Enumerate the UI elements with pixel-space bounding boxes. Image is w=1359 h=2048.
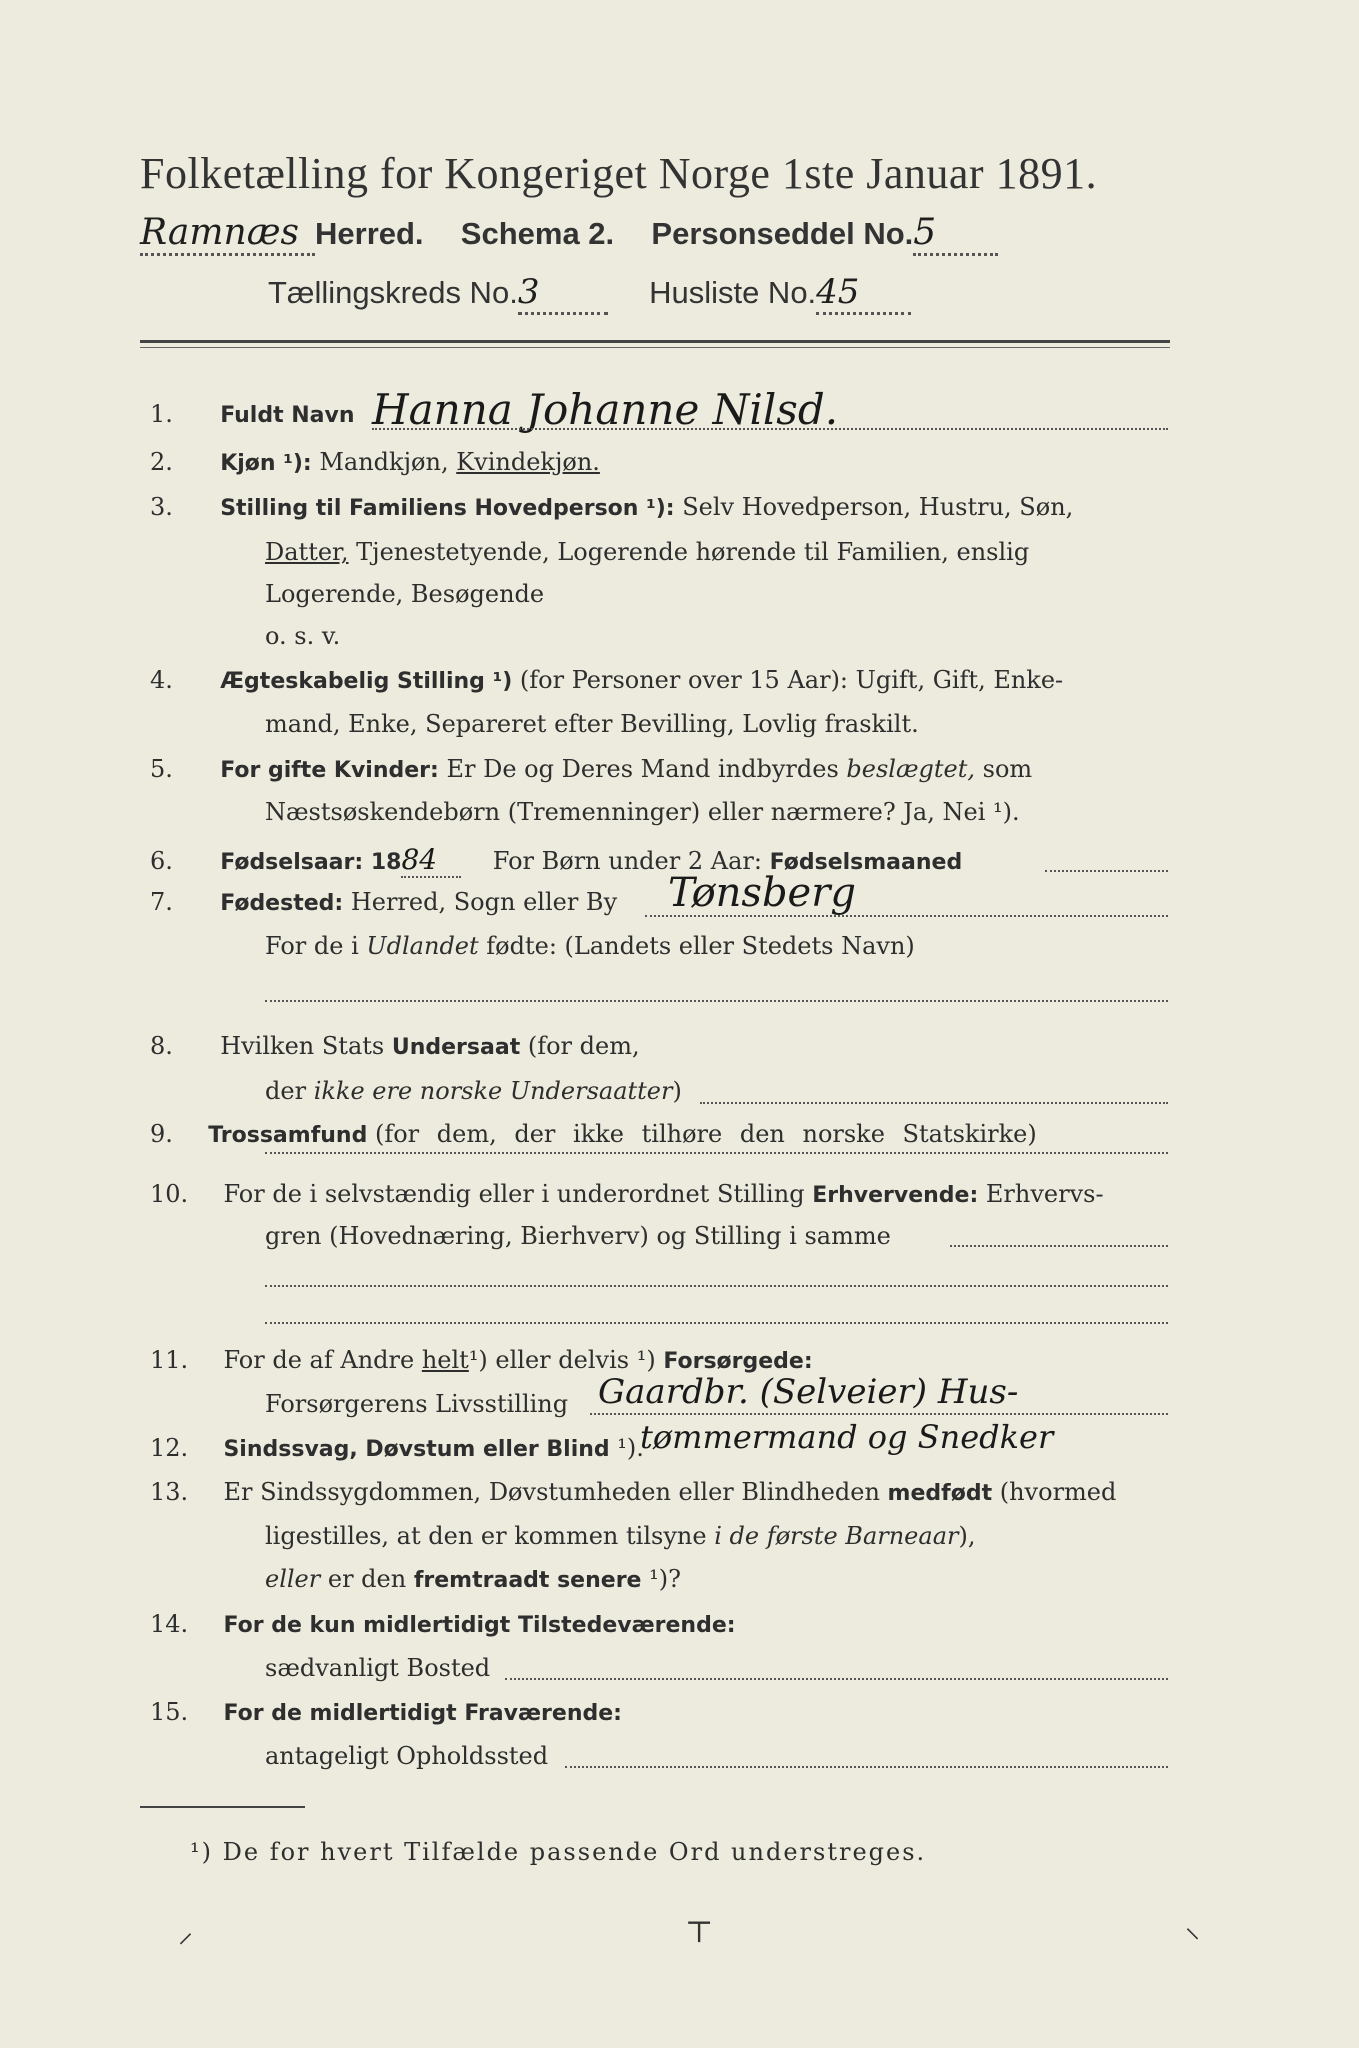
q3-line2: Tjenestetyende, Logerende hørende til Familien, enslig: [356, 538, 1030, 566]
q5-line1a: Er De og Deres Mand indbyrdes: [446, 755, 839, 783]
q13-line2b: i de første Barneaar: [714, 1522, 959, 1550]
personseddel-label: Personseddel No.: [651, 216, 914, 251]
corner-mark-center-icon: ⊤: [685, 1915, 714, 1950]
q12-row: [150, 1434, 644, 1462]
herred-label: Herred.: [315, 216, 424, 251]
q11-value: Gaardbr. (Selveier) Hus-: [598, 1372, 1019, 1412]
q13-line3b: er den: [327, 1565, 407, 1593]
q10-text: For de i selvstændig eller i underordnet Stilling: [223, 1180, 805, 1208]
q2-selected: Kvindekjøn.: [456, 448, 600, 476]
q13-label: medfødt: [887, 1481, 993, 1506]
q13-row2: [265, 1522, 975, 1550]
q3-row: [150, 493, 1073, 521]
q13-line3d: ¹)?: [649, 1565, 681, 1593]
q11-line2: Forsørgerens Livsstilling: [265, 1390, 569, 1418]
q10-line-b: [265, 1285, 1168, 1287]
q12-text: ¹).: [617, 1434, 644, 1462]
q14-number: 14.: [150, 1610, 189, 1638]
footnote: ¹) De for hvert Tilfælde passende Ord understreges.: [190, 1838, 927, 1866]
q3-selected: Datter,: [265, 538, 349, 566]
q14-row: [150, 1610, 736, 1638]
header-row-1: [140, 212, 998, 256]
q3-line4: o. s. v.: [265, 622, 341, 650]
q4-line2: mand, Enke, Separeret efter Bevilling, Lovlig fraskilt.: [265, 710, 919, 738]
q10-text2: Erhvervs-: [985, 1180, 1104, 1208]
q14-line: [505, 1678, 1168, 1680]
q5-line2: Næstsøskendebørn (Tremenninger) eller nærmere? Ja, Nei ¹).: [265, 798, 1020, 826]
q8-line2c: ): [672, 1077, 682, 1105]
q3-row2: [265, 538, 1029, 566]
header-rule: [140, 340, 1170, 343]
q6-value: 84: [401, 843, 461, 878]
q10-line2: gren (Hovednæring, Bierhverv) og Stilling i samme: [265, 1222, 891, 1250]
q14-label: For de kun midlertidigt Tilstedeværende:: [223, 1613, 736, 1638]
footnote-rule: [140, 1806, 305, 1808]
q4-line1: (for Personer over 15 Aar): Ugift, Gift, Enke-: [519, 666, 1064, 694]
q3-number: 3.: [150, 493, 173, 521]
q3-line1: Selv Hovedperson, Hustru, Søn,: [682, 493, 1074, 521]
q9-row: [150, 1120, 1037, 1148]
q2-text: Mandkjøn,: [319, 448, 449, 476]
herred-value: Ramnæs: [140, 212, 315, 256]
personseddel-value: 5: [913, 212, 998, 256]
q8-number: 8.: [150, 1032, 173, 1060]
q1-label: Fuldt Navn: [220, 403, 355, 428]
q13-row: [150, 1478, 1116, 1506]
corner-mark-right-icon: ⸜: [1185, 1910, 1200, 1945]
q11-number: 11.: [150, 1346, 189, 1374]
header-rule-thin: [140, 347, 1170, 348]
q13-line2c: ),: [958, 1522, 976, 1550]
q7-row2: [265, 932, 915, 960]
q11-text: For de af Andre: [223, 1346, 415, 1374]
q6-number: 6.: [150, 847, 173, 875]
q5-row: [150, 755, 1032, 783]
q6-label2: Fødselsmaaned: [769, 850, 963, 875]
q10-line-a: [950, 1245, 1168, 1247]
q8-line2a: der: [265, 1077, 307, 1105]
q6-text: For Børn under 2 Aar:: [492, 847, 762, 875]
q14-line2: sædvanligt Bosted: [265, 1654, 491, 1682]
header-row-2: [268, 272, 911, 315]
form-title: Folketælling for Kongeriget Norge 1ste Januar 1891.: [140, 149, 1098, 198]
q15-line2: antageligt Opholdssted: [265, 1742, 549, 1770]
q7-line2: [265, 1000, 1168, 1002]
q8-text2: (for dem,: [527, 1032, 640, 1060]
q8-line2b: ikke ere norske Undersaatter: [313, 1077, 673, 1105]
q9-label: Trossamfund: [208, 1123, 368, 1148]
q8-label: Undersaat: [391, 1035, 521, 1060]
q10-line-c: [265, 1322, 1168, 1324]
q7-number: 7.: [150, 888, 173, 916]
q2-row: [150, 448, 600, 476]
q8-text: Hvilken Stats: [220, 1032, 385, 1060]
kreds-value: 3: [518, 272, 608, 315]
q13-text: Er Sindssygdommen, Døvstumheden eller Blindheden: [223, 1478, 880, 1506]
q13-line3a: eller: [265, 1565, 321, 1593]
q13-number: 13.: [150, 1478, 189, 1506]
q7-value: Tønsberg: [668, 870, 856, 916]
q5-label: For gifte Kvinder:: [220, 758, 439, 783]
corner-mark-left-icon: ⸝: [178, 1915, 193, 1950]
q5-number: 5.: [150, 755, 173, 783]
q7-label: Fødested:: [220, 891, 344, 916]
q10-number: 10.: [150, 1180, 189, 1208]
q4-row: [150, 666, 1063, 694]
q9-line: [265, 1152, 1168, 1154]
q7-text: Herred, Sogn eller By: [350, 888, 618, 916]
q6-line: [1045, 870, 1168, 872]
q3-line3: Logerende, Besøgende: [265, 580, 545, 608]
q13-line3c: fremtraadt senere: [413, 1568, 642, 1593]
q7-line2a: For de i: [265, 932, 359, 960]
q7-row: [150, 888, 617, 916]
q11-text2: ¹) eller delvis ¹): [468, 1346, 656, 1374]
q11-line: [590, 1413, 1168, 1415]
q7-line2b: Udlandet: [366, 932, 479, 960]
q1-row: [150, 400, 355, 428]
q8-row: [150, 1032, 640, 1060]
q9-number: 9.: [150, 1120, 173, 1148]
q15-number: 15.: [150, 1698, 189, 1726]
q11-helt: helt: [421, 1346, 469, 1374]
q13-line2a: ligestilles, at den er kommen tilsyne: [265, 1522, 707, 1550]
q2-label: Kjøn ¹):: [220, 451, 312, 476]
q13-row3: [265, 1565, 681, 1593]
q15-row: [150, 1698, 622, 1726]
q12-value: tømmermand og Snedker: [640, 1418, 1054, 1456]
q9-text: (for dem, der ikke tilhøre den norske Statskirke): [374, 1120, 1037, 1148]
q6-label: Fødselsaar: 18: [220, 850, 402, 875]
q12-number: 12.: [150, 1434, 189, 1462]
q11-label: Forsørgede:: [663, 1349, 813, 1374]
q13-text2: (hvormed: [999, 1478, 1117, 1506]
q1-line: [372, 428, 1168, 430]
q1-number: 1.: [150, 400, 173, 428]
q5-line1b: beslægtet,: [846, 755, 976, 783]
q5-line1c: som: [982, 755, 1033, 783]
q3-label: Stilling til Familiens Hovedperson ¹):: [220, 496, 675, 521]
q7-line2c: fødte: (Landets eller Stedets Navn): [486, 932, 915, 960]
husliste-label: Husliste No.: [649, 275, 817, 310]
q10-row: [150, 1180, 1104, 1208]
husliste-value: 45: [816, 272, 911, 315]
schema-label: Schema 2.: [460, 216, 615, 251]
q8-row2: [265, 1077, 682, 1105]
q15-line: [565, 1766, 1168, 1768]
q4-number: 4.: [150, 666, 173, 694]
kreds-label: Tællingskreds No.: [268, 275, 518, 310]
q10-label: Erhvervende:: [812, 1183, 979, 1208]
q7-line: [645, 915, 1168, 917]
q12-label: Sindssvag, Døvstum eller Blind: [223, 1437, 610, 1462]
q4-label: Ægteskabelig Stilling ¹): [220, 669, 513, 694]
q2-number: 2.: [150, 448, 173, 476]
q11-row: [150, 1346, 813, 1374]
q8-line: [700, 1102, 1168, 1104]
q1-value: Hanna Johanne Nilsd.: [372, 385, 839, 434]
q15-label: For de midlertidigt Fraværende:: [223, 1701, 622, 1726]
